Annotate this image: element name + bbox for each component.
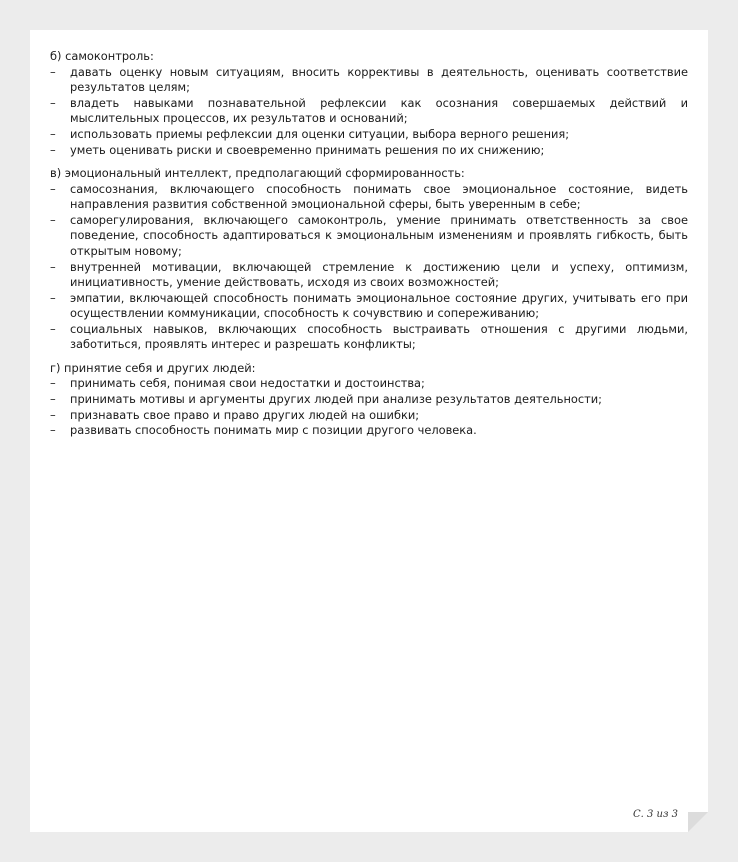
bullet-list — [50, 65, 688, 159]
document-page — [30, 30, 708, 832]
section — [50, 361, 688, 439]
list-item — [50, 143, 688, 159]
list-item-text: саморегулирования, включающего самоконтроль, умение принимать ответственность за свое поведение, способность адаптироваться к эмоциональным изменениям и проявлять гибкость, быть открытым новому; — [70, 212, 688, 258]
list-item — [50, 127, 688, 143]
list-item-text: давать оценку новым ситуациям, вносить коррективы в деятельность, оценивать соответствие результатов целям; — [70, 64, 688, 95]
list-item-text: уметь оценивать риски и своевременно принимать решения по их снижению; — [70, 142, 545, 157]
list-item — [50, 96, 688, 127]
list-item-text: владеть навыками познавательной рефлексии как осознания совершаемых действий и мыслительных процессов, их результатов и оснований; — [70, 95, 688, 126]
dash-marker: – — [50, 126, 56, 141]
list-item — [50, 260, 688, 291]
list-item-text: эмпатии, включающей способность понимать эмоциональное состояние других, учитывать его при осуществлении коммуникации, способность к сочувствию и сопереживанию; — [70, 290, 688, 321]
dash-marker: – — [50, 423, 56, 438]
list-item — [50, 182, 688, 213]
section-heading: в) эмоциональный интеллект, предполагающий сформированность: — [50, 165, 465, 180]
dash-marker: – — [50, 181, 56, 196]
list-item — [50, 65, 688, 96]
section — [50, 49, 688, 158]
list-item-text: признавать свое право и право других людей на ошибки; — [70, 407, 420, 422]
list-item — [50, 376, 688, 392]
dash-marker: – — [50, 392, 56, 407]
dash-marker: – — [50, 212, 56, 227]
list-item — [50, 213, 688, 260]
list-item-text: социальных навыков, включающих способность выстраивать отношения с другими людьми, заботиться, проявлять интерес и разрешать конфликты; — [70, 321, 688, 352]
list-item-text: внутренней мотивации, включающей стремление к достижению цели и успеху, оптимизм, инициативность, умение действовать, исходя из своих возможностей; — [70, 259, 688, 290]
page-corner-fold — [688, 812, 708, 832]
list-item — [50, 408, 688, 424]
page-number: С. 3 из 3 — [633, 809, 678, 820]
dash-marker: – — [50, 407, 56, 422]
dash-marker: – — [50, 64, 56, 79]
list-item — [50, 423, 688, 439]
section-heading: г) принятие себя и других людей: — [50, 360, 256, 375]
dash-marker: – — [50, 290, 56, 305]
dash-marker: – — [50, 142, 56, 157]
dash-marker: – — [50, 95, 56, 110]
list-item — [50, 392, 688, 408]
dash-marker: – — [50, 259, 56, 274]
bullet-list — [50, 376, 688, 438]
list-item — [50, 322, 688, 353]
list-item-text: самосознания, включающего способность понимать свое эмоциональное состояние, видеть направления развития собственной эмоциональной сферы, быть уверенным в себе; — [70, 181, 688, 212]
dash-marker: – — [50, 321, 56, 336]
list-item-text: использовать приемы рефлексии для оценки ситуации, выбора верного решения; — [70, 126, 570, 141]
document-body — [50, 49, 688, 447]
list-item — [50, 291, 688, 322]
section-heading: б) самоконтроль: — [50, 49, 154, 63]
list-item-text: принимать мотивы и аргументы других людей при анализе результатов деятельности; — [70, 392, 603, 407]
bullet-list — [50, 182, 688, 354]
section — [50, 166, 688, 353]
list-item-text: развивать способность понимать мир с позиции другого человека. — [70, 423, 477, 438]
dash-marker: – — [50, 376, 56, 391]
list-item-text: принимать себя, понимая свои недостатки и достоинства; — [70, 376, 425, 391]
